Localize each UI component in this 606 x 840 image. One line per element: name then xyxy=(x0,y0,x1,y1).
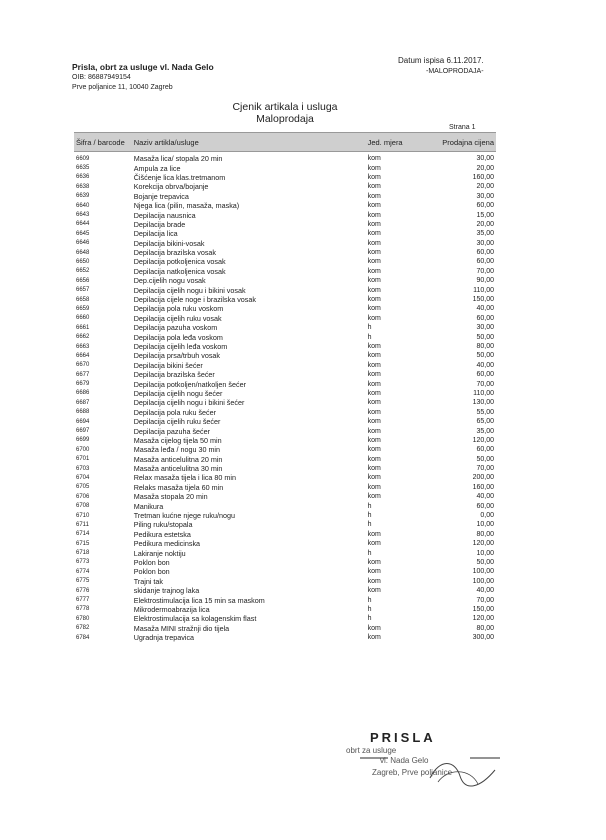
row-unit: kom xyxy=(367,540,381,548)
row-unit: h xyxy=(367,324,372,332)
row-price: 300,00 xyxy=(472,634,494,642)
row-unit: kom xyxy=(367,587,381,595)
table-row xyxy=(74,370,496,379)
table-row xyxy=(74,257,496,266)
row-code: 6708 xyxy=(76,503,90,510)
row-price: 100,00 xyxy=(472,577,494,585)
table-row xyxy=(74,492,496,501)
table-row xyxy=(74,577,496,586)
row-name: Masaža anticelulitna 20 min xyxy=(133,454,223,464)
row-code: 6688 xyxy=(76,409,90,416)
table-header xyxy=(74,132,496,152)
row-code: 6701 xyxy=(76,456,90,463)
print-date: Datum ispisa 6.11.2017. xyxy=(398,56,484,65)
row-name: Masaža MINI stražnji dio tijela xyxy=(133,623,230,633)
row-price: 60,00 xyxy=(476,202,494,210)
row-code: 6774 xyxy=(76,568,90,575)
row-unit: kom xyxy=(367,436,381,444)
row-name: Depilacija cijelih nogu šećer xyxy=(133,388,223,398)
row-code: 6699 xyxy=(76,437,90,444)
row-code: 6643 xyxy=(76,212,90,219)
header-name: Naziv artikla/usluge xyxy=(133,137,199,147)
document-title xyxy=(190,101,380,125)
row-name: Depilacija brazilska vosak xyxy=(133,248,217,258)
stamp-line-3: Zagreb, Prve poljanice xyxy=(372,768,453,777)
row-unit: kom xyxy=(367,343,381,350)
row-unit: kom xyxy=(367,173,381,181)
row-unit: kom xyxy=(367,296,381,304)
row-name: Depilacija pazuha voskom xyxy=(133,323,218,333)
row-unit: h xyxy=(367,333,372,341)
row-name: Depilacija potkoljen/natkoljen šećer xyxy=(133,379,246,389)
row-price: 60,00 xyxy=(476,314,494,322)
table-row xyxy=(74,351,496,360)
table-row xyxy=(74,342,496,351)
row-name: Manikura xyxy=(133,501,164,511)
row-name: Trajni tak xyxy=(133,576,164,586)
row-unit: kom xyxy=(367,211,381,219)
row-unit: kom xyxy=(367,577,381,585)
row-price: 60,00 xyxy=(476,258,494,266)
row-name: Depilacija prsa/trbuh vosak xyxy=(133,351,221,361)
row-price: 15,00 xyxy=(476,211,494,219)
row-name: Ugradnja trepavica xyxy=(133,633,195,643)
table-row xyxy=(74,445,496,454)
row-code: 6718 xyxy=(76,550,90,557)
row-code: 6677 xyxy=(76,371,90,378)
row-price: 70,00 xyxy=(476,267,494,275)
row-price: 80,00 xyxy=(476,530,494,538)
row-code: 6664 xyxy=(76,352,90,359)
row-price: 35,00 xyxy=(476,427,494,435)
row-name: Bojanje trepavica xyxy=(133,191,189,201)
table-row xyxy=(74,586,496,595)
row-name: Depilacija cijele noge i brazilska vosak xyxy=(133,295,256,305)
row-price: 20,00 xyxy=(476,164,494,172)
row-unit: kom xyxy=(367,267,381,275)
row-code: 6638 xyxy=(76,183,90,190)
row-name: Pedikura medicinska xyxy=(133,539,201,549)
row-name: Relax masaža tijela i lica 80 min xyxy=(133,473,236,483)
table-row xyxy=(74,426,496,435)
row-name: Njega lica (pilin, masaža, maska) xyxy=(133,201,240,211)
table-row xyxy=(74,436,496,445)
header-unit: Jed. mjera xyxy=(367,137,403,147)
row-name: Masaža stopala 20 min xyxy=(133,492,208,502)
row-code: 6636 xyxy=(76,174,90,181)
row-code: 6710 xyxy=(76,512,90,519)
row-code: 6635 xyxy=(76,165,90,172)
table-row xyxy=(74,267,496,276)
row-unit: kom xyxy=(367,389,381,397)
row-unit: h xyxy=(367,549,372,557)
row-code: 6670 xyxy=(76,362,90,369)
page-number: Strana 1 xyxy=(449,124,476,131)
row-code: 6657 xyxy=(76,287,90,294)
row-code: 6705 xyxy=(76,484,90,491)
table-row xyxy=(74,192,496,201)
row-price: 70,00 xyxy=(476,380,494,388)
row-unit: kom xyxy=(367,230,381,238)
table-row xyxy=(74,464,496,473)
table-row xyxy=(74,605,496,614)
table-row xyxy=(74,220,496,229)
row-name: skidanje trajnog laka xyxy=(133,586,200,596)
row-name: Masaža cijelog tijela 50 min xyxy=(133,435,222,445)
row-price: 10,00 xyxy=(476,521,494,529)
row-unit: kom xyxy=(367,446,381,454)
stamp-brand: PRISLA xyxy=(370,730,436,745)
row-name: Depilacija brade xyxy=(133,219,186,229)
row-price: 60,00 xyxy=(476,249,494,257)
row-unit: kom xyxy=(367,305,381,313)
row-name: Mikrodermoabrazija lica xyxy=(133,604,210,614)
row-price: 60,00 xyxy=(476,446,494,454)
table-body xyxy=(74,154,496,642)
row-code: 6663 xyxy=(76,343,90,350)
row-code: 6714 xyxy=(76,531,90,538)
row-name: Korekcija obrva/bojanje xyxy=(133,182,209,192)
row-unit: kom xyxy=(367,277,381,285)
row-name: Depilacija pola leđa voskom xyxy=(133,332,223,342)
row-code: 6687 xyxy=(76,399,90,406)
row-unit: kom xyxy=(367,155,381,163)
table-row xyxy=(74,520,496,529)
row-name: Masaža lica/ stopala 20 min xyxy=(133,154,223,164)
table-row xyxy=(74,248,496,257)
row-price: 20,00 xyxy=(476,183,494,191)
table-row xyxy=(74,539,496,548)
table-row xyxy=(74,285,496,294)
row-code: 6697 xyxy=(76,428,90,435)
table-row xyxy=(74,314,496,323)
row-unit: kom xyxy=(367,408,381,416)
header-price: Prodajna cijena xyxy=(442,137,494,147)
table-row xyxy=(74,614,496,623)
row-unit: kom xyxy=(367,455,381,463)
row-name: Depilacija cijelih ruku šećer xyxy=(133,417,221,427)
table-row xyxy=(74,548,496,557)
company-address: Prve poljanice 11, 10040 Zagreb xyxy=(72,84,173,91)
row-code: 6644 xyxy=(76,221,90,228)
table-row xyxy=(74,473,496,482)
row-price: 80,00 xyxy=(476,624,494,632)
row-code: 6773 xyxy=(76,559,90,566)
table-row xyxy=(74,276,496,285)
row-name: Depilacija lica xyxy=(133,229,178,239)
row-name: Depilacija cijelih nogu i bikini vosak xyxy=(133,285,246,295)
table-row xyxy=(74,332,496,341)
row-code: 6648 xyxy=(76,249,90,256)
row-price: 120,00 xyxy=(472,436,494,444)
row-unit: kom xyxy=(367,361,381,369)
row-price: 50,00 xyxy=(476,333,494,341)
row-price: 60,00 xyxy=(476,502,494,510)
row-unit: kom xyxy=(367,249,381,257)
row-price: 110,00 xyxy=(473,389,494,397)
row-name: Čišćenje lica klas.tretmanom xyxy=(133,172,226,182)
row-name: Depilacija pola ruku šećer xyxy=(133,407,217,417)
table-row xyxy=(74,530,496,539)
table-row xyxy=(74,163,496,172)
row-name: Elektrostimulacija sa kolagenskim flast xyxy=(133,614,257,624)
table-row xyxy=(74,398,496,407)
row-name: Masaža leđa / nogu 30 min xyxy=(133,445,221,455)
row-code: 6694 xyxy=(76,418,90,425)
table-row xyxy=(74,483,496,492)
row-price: 40,00 xyxy=(476,305,494,313)
row-price: 130,00 xyxy=(472,399,494,407)
row-unit: h xyxy=(367,521,372,529)
title-line-1: Cjenik artikala i usluga xyxy=(232,101,338,113)
row-name: Depilacija bikini šećer xyxy=(133,360,203,370)
row-code: 6784 xyxy=(76,634,90,641)
row-code: 6775 xyxy=(76,578,90,585)
company-info xyxy=(72,62,214,93)
row-name: Depilacija brazilska šećer xyxy=(133,370,215,380)
row-price: 50,00 xyxy=(476,352,494,360)
row-price: 120,00 xyxy=(472,615,494,623)
row-unit: h xyxy=(367,605,372,613)
row-code: 6782 xyxy=(76,625,90,632)
row-unit: kom xyxy=(367,183,381,191)
row-price: 150,00 xyxy=(472,296,494,304)
row-unit: h xyxy=(367,615,372,623)
row-price: 100,00 xyxy=(472,568,494,576)
table-row xyxy=(74,239,496,248)
row-name: Ampula za lice xyxy=(133,163,181,173)
row-price: 40,00 xyxy=(476,493,494,501)
row-code: 6659 xyxy=(76,305,90,312)
row-code: 6711 xyxy=(76,521,89,528)
row-code: 6661 xyxy=(76,324,90,331)
row-unit: kom xyxy=(367,258,381,266)
row-code: 6640 xyxy=(76,202,90,209)
row-code: 6650 xyxy=(76,258,90,265)
signature-icon xyxy=(360,748,500,798)
row-price: 60,00 xyxy=(476,371,494,379)
row-unit: kom xyxy=(367,380,381,388)
row-code: 6656 xyxy=(76,277,90,284)
row-code: 6703 xyxy=(76,465,90,472)
stamp-line-2: vl. Nada Gelo xyxy=(380,756,429,765)
title-line-2: Maloprodaja xyxy=(256,113,314,125)
row-price: 30,00 xyxy=(476,155,494,163)
row-price: 30,00 xyxy=(476,324,494,332)
row-price: 50,00 xyxy=(476,455,494,463)
row-code: 6639 xyxy=(76,193,90,200)
company-oib: OIB: 86887949154 xyxy=(72,74,131,81)
table-row xyxy=(74,624,496,633)
table-row xyxy=(74,558,496,567)
row-price: 80,00 xyxy=(476,343,494,350)
row-name: Depilacija cijelih leđa voskom xyxy=(133,342,228,351)
row-code: 6706 xyxy=(76,493,90,500)
table-row xyxy=(74,379,496,388)
row-price: 20,00 xyxy=(476,220,494,228)
row-price: 0,00 xyxy=(480,512,494,520)
row-price: 40,00 xyxy=(476,587,494,595)
row-code: 6777 xyxy=(76,597,90,604)
row-code: 6609 xyxy=(76,155,90,162)
table-row xyxy=(74,323,496,332)
row-unit: h xyxy=(367,512,372,520)
row-code: 6778 xyxy=(76,606,90,613)
row-price: 160,00 xyxy=(472,483,494,491)
table-row xyxy=(74,154,496,163)
row-unit: kom xyxy=(367,314,381,322)
row-unit: kom xyxy=(367,568,381,576)
row-name: Tretman kućne njege ruku/nogu xyxy=(133,511,235,521)
row-price: 30,00 xyxy=(476,192,494,200)
row-unit: kom xyxy=(367,558,381,566)
row-unit: h xyxy=(367,596,372,604)
row-code: 6686 xyxy=(76,390,90,397)
row-unit: kom xyxy=(367,483,381,491)
row-unit: kom xyxy=(367,164,381,172)
table-row xyxy=(74,361,496,370)
table-row xyxy=(74,210,496,219)
table-row xyxy=(74,408,496,417)
row-unit: kom xyxy=(367,202,381,210)
row-name: Lakiranje noktiju xyxy=(133,548,186,558)
row-price: 55,00 xyxy=(476,408,494,416)
row-price: 30,00 xyxy=(476,239,494,247)
row-name: Depilacija pola ruku voskom xyxy=(133,304,224,314)
row-unit: kom xyxy=(367,286,381,294)
row-code: 6700 xyxy=(76,446,90,453)
table-row xyxy=(74,501,496,510)
row-price: 35,00 xyxy=(476,230,494,238)
table-row xyxy=(74,173,496,182)
table-row xyxy=(74,389,496,398)
row-price: 65,00 xyxy=(476,418,494,426)
row-name: Depilacija cijelih nogu i bikini šećer xyxy=(133,398,245,408)
row-price: 40,00 xyxy=(476,361,494,369)
table-row xyxy=(74,595,496,604)
row-name: Relaks masaža tijela 60 min xyxy=(133,482,224,492)
row-price: 70,00 xyxy=(476,596,494,604)
row-code: 6662 xyxy=(76,334,90,341)
row-code: 6780 xyxy=(76,615,90,622)
row-name: Pedikura estetska xyxy=(133,529,191,539)
row-name: Depilacija cijelih ruku vosak xyxy=(133,313,222,323)
row-price: 110,00 xyxy=(473,286,494,294)
row-name: Depilacija bikini-vosak xyxy=(133,238,205,248)
row-name: Poklon bon xyxy=(133,557,170,567)
stamp-line-1: obrt za usluge xyxy=(346,746,397,755)
print-info xyxy=(398,55,484,77)
row-price: 70,00 xyxy=(476,465,494,473)
row-code: 6679 xyxy=(76,381,90,388)
row-name: Depilacija nausnica xyxy=(133,210,196,220)
table-row xyxy=(74,567,496,576)
row-unit: kom xyxy=(367,465,381,473)
row-code: 6660 xyxy=(76,315,90,322)
row-unit: h xyxy=(367,502,372,510)
row-name: Elektrostimulacija lica 15 min sa maskom xyxy=(133,595,265,605)
table-row xyxy=(74,304,496,313)
row-price: 10,00 xyxy=(476,549,494,557)
table-row xyxy=(74,511,496,520)
row-unit: kom xyxy=(367,352,381,360)
row-unit: kom xyxy=(367,474,381,482)
row-code: 6658 xyxy=(76,296,90,303)
table-row xyxy=(74,417,496,426)
row-name: Depilacija pazuha šećer xyxy=(133,426,211,436)
row-code: 6645 xyxy=(76,230,90,237)
table-row xyxy=(74,229,496,238)
table-row xyxy=(74,201,496,210)
company-name: Prisla, obrt za usluge vl. Nada Gelo xyxy=(72,62,214,72)
row-unit: kom xyxy=(367,239,381,247)
price-table xyxy=(74,132,496,642)
row-code: 6715 xyxy=(76,540,90,547)
row-code: 6646 xyxy=(76,240,90,247)
row-unit: kom xyxy=(367,399,381,407)
row-name: Dep.cijelih nogu vosak xyxy=(133,276,206,286)
row-name: Masaža anticelulitna 30 min xyxy=(133,464,223,474)
row-price: 120,00 xyxy=(472,540,494,548)
table-row xyxy=(74,633,496,642)
row-price: 90,00 xyxy=(476,277,494,285)
row-price: 200,00 xyxy=(472,474,494,482)
company-stamp xyxy=(340,730,500,810)
row-name: Piling ruku/stopala xyxy=(133,520,193,530)
store-type: -MALOPRODAJA- xyxy=(426,68,484,75)
row-price: 160,00 xyxy=(472,173,494,181)
row-name: Depilacija potkoljenica vosak xyxy=(133,257,226,267)
table-row xyxy=(74,295,496,304)
row-unit: kom xyxy=(367,634,381,642)
row-name: Depilacija natkoljenica vosak xyxy=(133,266,226,276)
table-row xyxy=(74,455,496,464)
row-unit: kom xyxy=(367,371,381,379)
row-code: 6652 xyxy=(76,268,90,275)
row-code: 6704 xyxy=(76,474,90,481)
row-unit: kom xyxy=(367,192,381,200)
row-unit: kom xyxy=(367,493,381,501)
row-unit: kom xyxy=(367,220,381,228)
table-row xyxy=(74,182,496,191)
row-code: 6776 xyxy=(76,587,90,594)
row-price: 50,00 xyxy=(476,558,494,566)
row-unit: kom xyxy=(367,418,381,426)
row-name: Poklon bon xyxy=(133,567,170,577)
header-code: Šifra / barcode xyxy=(76,137,125,147)
row-unit: kom xyxy=(367,427,381,435)
row-unit: kom xyxy=(367,530,381,538)
row-unit: kom xyxy=(367,624,381,632)
row-price: 150,00 xyxy=(472,605,494,613)
